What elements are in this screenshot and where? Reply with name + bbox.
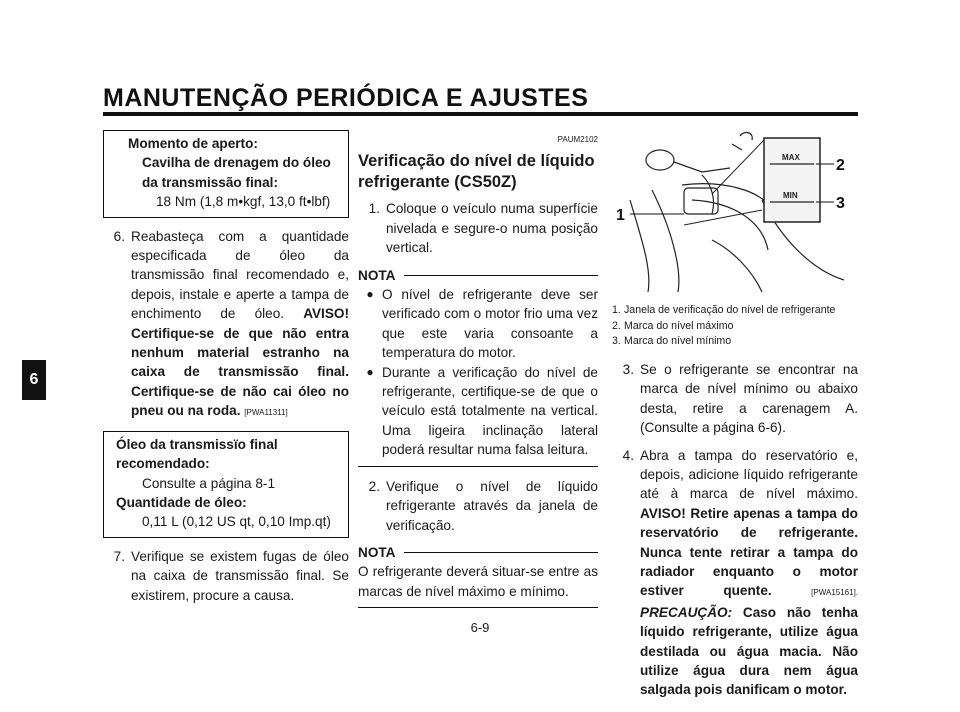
caption-item (612, 303, 858, 319)
caption-text: Marca do nível máximo (624, 319, 734, 332)
step-number: 3. (622, 361, 634, 377)
nota-label: NOTA (358, 267, 396, 283)
caption-number: 2. (612, 319, 621, 332)
section-code: PAUM2102 (557, 135, 598, 144)
page-header-title: MANUTENÇÃO PERIÓDICA E AJUSTES (103, 84, 589, 112)
step-3 (612, 360, 858, 438)
caption-item (612, 334, 858, 350)
caution-label: PRECAUÇÃO: (640, 604, 733, 620)
step-number: 6. (113, 228, 125, 244)
step-1 (358, 199, 598, 257)
caption-number: 3. (612, 335, 621, 348)
step-2-text: Verifique o nível de líquido refrigerante através da janela de verificação. (386, 478, 598, 533)
max-mark-label: MAX (782, 153, 800, 162)
step-1-text: Coloque o veículo numa superfície nivelada e segure-o numa posição vertical. (386, 201, 598, 256)
column-middle (358, 130, 598, 618)
mirror-shape (646, 150, 674, 170)
mirror-stem (740, 133, 752, 140)
nota-heading (358, 266, 598, 285)
coolant-window-magnified (764, 138, 820, 222)
caption-number: 1. (612, 304, 621, 317)
chapter-tab: 6 (22, 360, 46, 400)
oil-spec-box (103, 431, 349, 538)
nota-bullet (358, 363, 598, 460)
section-title (358, 151, 598, 193)
section-title-line1: Verificação do nível de líquido (358, 152, 595, 171)
step-2 (358, 477, 598, 535)
figure-caption (612, 303, 858, 350)
torque-label: Momento de aperto: (128, 136, 258, 151)
nota-end-rule (358, 607, 598, 608)
coolant-window-illustration (612, 130, 858, 292)
oil-type-label: Óleo da transmissïo final recomendado: (116, 436, 278, 472)
step-4 (612, 446, 858, 700)
header-rule (103, 112, 858, 116)
step-6 (103, 227, 349, 423)
warning-code: [PWA15161]. (811, 588, 859, 598)
handlebar-line (674, 162, 730, 172)
oil-type-value: Consulte a página 8-1 (142, 475, 276, 491)
caption-text: Janela de verificação do nível de refrigerante (624, 304, 836, 317)
nota-label: NOTA (358, 544, 396, 560)
callout-3: 3 (836, 195, 845, 212)
caption-item (612, 319, 858, 335)
bullet-icon: ● (366, 287, 374, 302)
torque-item-line1: Cavilha de drenagem do óleo (142, 155, 331, 171)
nota-bullet-text: O nível de refrigerante deve ser verificado com o motor frio uma vez que este varia consoante a temperatura do motor. (382, 287, 598, 361)
caution-text: Caso não tenha líquido refrigerante, utilize água destilada ou água macia. Não utilize água dura nem água salgada pois danificam o motor. (640, 604, 858, 698)
torque-value: 18 Nm (1,8 m•kgf, 13,0 ft•lbf) (156, 194, 331, 210)
step-7 (103, 547, 349, 605)
nota-bullet-text: Durante a verificação do nível de refrigerante, certifique-se de que o veículo está totalmente na vertical. Uma ligeira inclinação lateral poderá resultar numa falsa leitura. (382, 364, 598, 458)
min-mark-label: MIN (783, 191, 798, 200)
step-text (131, 227, 349, 423)
nota-text: O refrigerante deverá situar-se entre as marcas de nível máximo e mínimo. (358, 564, 598, 599)
step-text (640, 446, 858, 700)
step-6-text: Reabasteça com a quantidade especificada de óleo da transmissão final recomendado e, depois, instale e aperte a tampa de enchimento de óleo. (131, 228, 349, 322)
page-number: 6-9 (470, 620, 490, 635)
torque-spec-box (103, 130, 349, 218)
nota-rule (404, 552, 598, 553)
oil-quantity-value: 0,11 L (0,12 US qt, 0,10 Imp.qt) (142, 514, 331, 530)
callout-2: 2 (836, 157, 845, 174)
step-number: 1. (368, 201, 380, 217)
step-3-text: Se o refrigerante se encontrar na marca de nível mínimo ou abaixo desta, retire a carenagem A. (Consulte a página 6-6). (640, 361, 858, 436)
step-6-warning: AVISO! Certifique-se de que não entra nenhum material estranho na caixa de transmissão final. Certifique-se de não cai óleo no pneu ou na roda. (131, 306, 350, 419)
callout-1: 1 (616, 207, 625, 224)
step-number: 2. (368, 478, 380, 494)
bullet-icon: ● (366, 364, 374, 379)
nota-rule (404, 275, 598, 276)
nota-heading (358, 543, 598, 562)
nota-bullet (358, 285, 598, 363)
section-title-line2: refrigerante (CS50Z) (358, 173, 517, 192)
torque-item-line2: da transmissão final: (142, 174, 278, 190)
oil-quantity-label: Quantidade de óleo: (116, 494, 247, 510)
step-4-warning: AVISO! Retire apenas a tampa do reservatório de refrigerante. Nunca tente retirar a tampa do radiador enquanto o motor estiver quente. (640, 505, 858, 599)
caption-text: Marca do nível mínimo (624, 335, 732, 348)
nota-end-rule (358, 466, 598, 467)
warning-code: [PWA11311] (244, 408, 288, 418)
step-4-text: Abra a tampa do reservatório e, depois, adicione líquido refrigerante até à marca de nível máximo. (640, 447, 858, 502)
step-7-text: Verifique se existem fugas de óleo na caixa de transmissão final. Se existirem, procure a causa. (131, 548, 349, 603)
column-left (103, 130, 349, 613)
step-number: 7. (113, 548, 125, 564)
step-number: 4. (622, 447, 634, 463)
